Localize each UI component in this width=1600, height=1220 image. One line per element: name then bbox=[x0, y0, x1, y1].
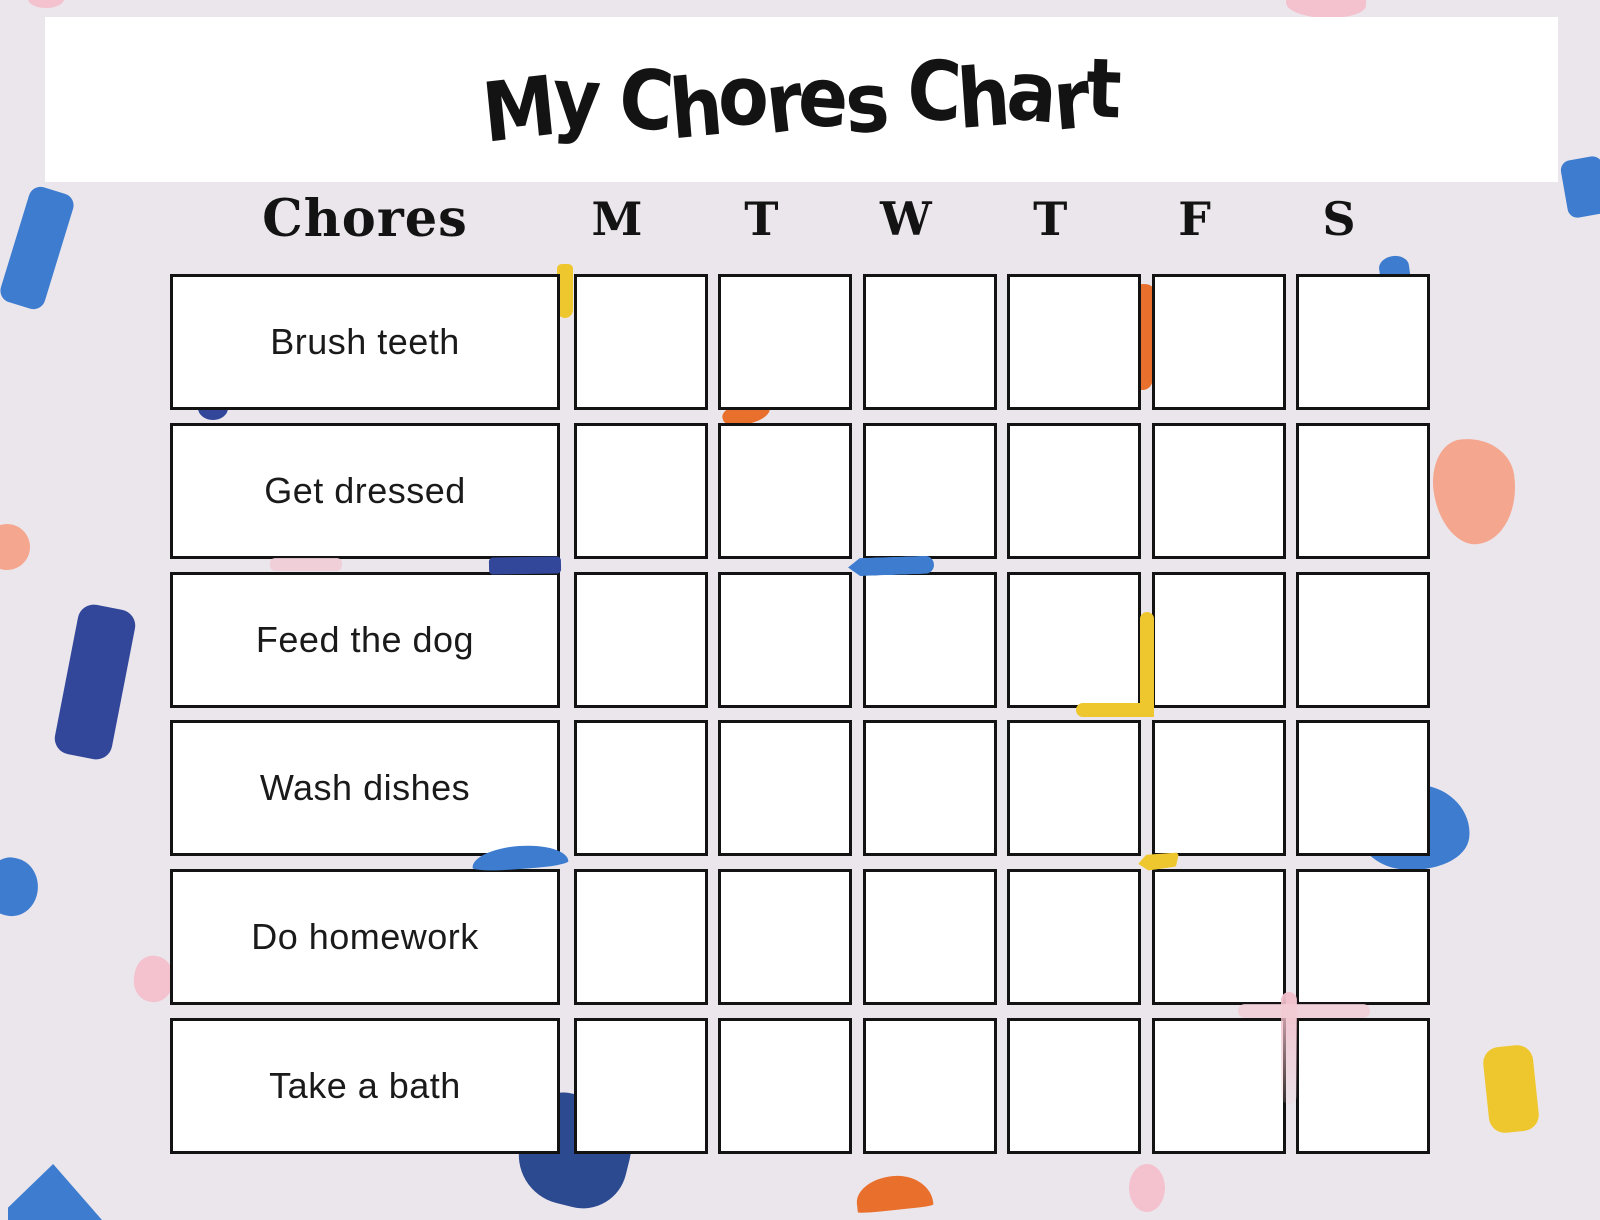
confetti-blue-square-right-edge bbox=[1559, 155, 1600, 219]
chore-label: Get dressed bbox=[264, 469, 466, 511]
chore-label: Brush teeth bbox=[270, 321, 460, 362]
checkbox-r6-c3[interactable] bbox=[863, 1018, 997, 1154]
confetti-blue-blob-left-edge bbox=[0, 853, 43, 921]
chore-label: Do homework bbox=[251, 916, 479, 958]
checkbox-r5-c1[interactable] bbox=[574, 869, 708, 1005]
checkbox-r2-c1[interactable] bbox=[574, 423, 708, 559]
confetti-blue-arrow-row3-gap bbox=[848, 556, 935, 577]
table-row bbox=[170, 1018, 1430, 1154]
confetti-pink-oval-bottom bbox=[1129, 1164, 1165, 1212]
checkbox-r3-c5[interactable] bbox=[1152, 572, 1286, 708]
confetti-orange-blob-bottom bbox=[854, 1172, 933, 1214]
chore-label-box bbox=[170, 423, 560, 559]
chore-label-box bbox=[170, 274, 560, 410]
chore-label: Feed the dog bbox=[255, 618, 475, 660]
chore-label: Take a bath bbox=[269, 1065, 461, 1106]
checkbox-r6-c2[interactable] bbox=[718, 1018, 852, 1154]
chores-column-header: Chores bbox=[262, 189, 468, 249]
confetti-navy-stick-left bbox=[52, 602, 138, 762]
confetti-yellow-elbow-vertical bbox=[1140, 612, 1154, 714]
checkbox-r6-c5[interactable] bbox=[1152, 1018, 1286, 1154]
checkbox-r2-c2[interactable] bbox=[718, 423, 852, 559]
checkbox-r1-c4[interactable] bbox=[1007, 274, 1141, 410]
checkbox-r1-c5[interactable] bbox=[1152, 274, 1286, 410]
confetti-pink-blob-top bbox=[1286, 0, 1366, 18]
checkbox-r5-c6[interactable] bbox=[1296, 869, 1430, 1005]
table-row bbox=[170, 869, 1430, 1005]
day-header-1: M bbox=[591, 192, 643, 246]
confetti-pink-cross-horizontal bbox=[1238, 1004, 1370, 1018]
confetti-yellow-elbow-horizontal bbox=[1076, 703, 1154, 717]
page-title: M y C h o r e s C h a r t bbox=[478, 40, 1119, 162]
confetti-navy-bar-row3-gap bbox=[489, 556, 561, 574]
table-row bbox=[170, 423, 1430, 559]
checkbox-r2-c4[interactable] bbox=[1007, 423, 1141, 559]
checkbox-r4-c6[interactable] bbox=[1296, 720, 1430, 856]
checkbox-r1-c1[interactable] bbox=[574, 274, 708, 410]
checkbox-r2-c3[interactable] bbox=[863, 423, 997, 559]
table-header-row bbox=[170, 186, 1430, 252]
chore-label-box bbox=[170, 572, 560, 708]
confetti-blue-stick-top-left bbox=[0, 184, 77, 312]
checkbox-r1-c3[interactable] bbox=[863, 274, 997, 410]
checkbox-r3-c3[interactable] bbox=[863, 572, 997, 708]
checkbox-r4-c1[interactable] bbox=[574, 720, 708, 856]
chore-label: Wash dishes bbox=[259, 767, 471, 809]
checkbox-r2-c6[interactable] bbox=[1296, 423, 1430, 559]
checkbox-r4-c4[interactable] bbox=[1007, 720, 1141, 856]
confetti-yellow-stick-bottom-right bbox=[1482, 1044, 1541, 1135]
confetti-pink-dot-top-left bbox=[28, 0, 64, 8]
checkbox-r6-c6[interactable] bbox=[1296, 1018, 1430, 1154]
checkbox-r5-c5[interactable] bbox=[1152, 869, 1286, 1005]
chore-label-box bbox=[170, 720, 560, 856]
table-row bbox=[170, 720, 1430, 856]
confetti-pink-bar-row3-gap bbox=[270, 558, 342, 571]
checkbox-r5-c2[interactable] bbox=[718, 869, 852, 1005]
chores-grid bbox=[170, 274, 1430, 1158]
checkbox-r3-c4[interactable] bbox=[1007, 572, 1141, 708]
confetti-salmon-blob-right bbox=[1427, 433, 1523, 549]
checkbox-r1-c6[interactable] bbox=[1296, 274, 1430, 410]
checkbox-r3-c1[interactable] bbox=[574, 572, 708, 708]
checkbox-r1-c2[interactable] bbox=[718, 274, 852, 410]
confetti-blue-triangle-bottom-left bbox=[8, 1164, 102, 1220]
checkbox-r4-c3[interactable] bbox=[863, 720, 997, 856]
checkbox-r4-c2[interactable] bbox=[718, 720, 852, 856]
checkbox-r4-c5[interactable] bbox=[1152, 720, 1286, 856]
checkbox-r6-c1[interactable] bbox=[574, 1018, 708, 1154]
checkbox-r5-c4[interactable] bbox=[1007, 869, 1141, 1005]
day-header-6: S bbox=[1322, 192, 1356, 246]
checkbox-r2-c5[interactable] bbox=[1152, 423, 1286, 559]
checkbox-r3-c6[interactable] bbox=[1296, 572, 1430, 708]
chore-label-box bbox=[170, 869, 560, 1005]
table-row bbox=[170, 572, 1430, 708]
day-header-5: F bbox=[1178, 192, 1211, 246]
day-header-2: T bbox=[744, 192, 779, 246]
day-header-3: W bbox=[879, 192, 932, 246]
chore-label-box bbox=[170, 1018, 560, 1154]
checkbox-r6-c4[interactable] bbox=[1007, 1018, 1141, 1154]
table-row bbox=[170, 274, 1430, 410]
confetti-salmon-blob-left-edge bbox=[0, 519, 35, 575]
checkbox-r3-c2[interactable] bbox=[718, 572, 852, 708]
checkbox-r5-c3[interactable] bbox=[863, 869, 997, 1005]
day-header-4: T bbox=[1033, 192, 1068, 246]
